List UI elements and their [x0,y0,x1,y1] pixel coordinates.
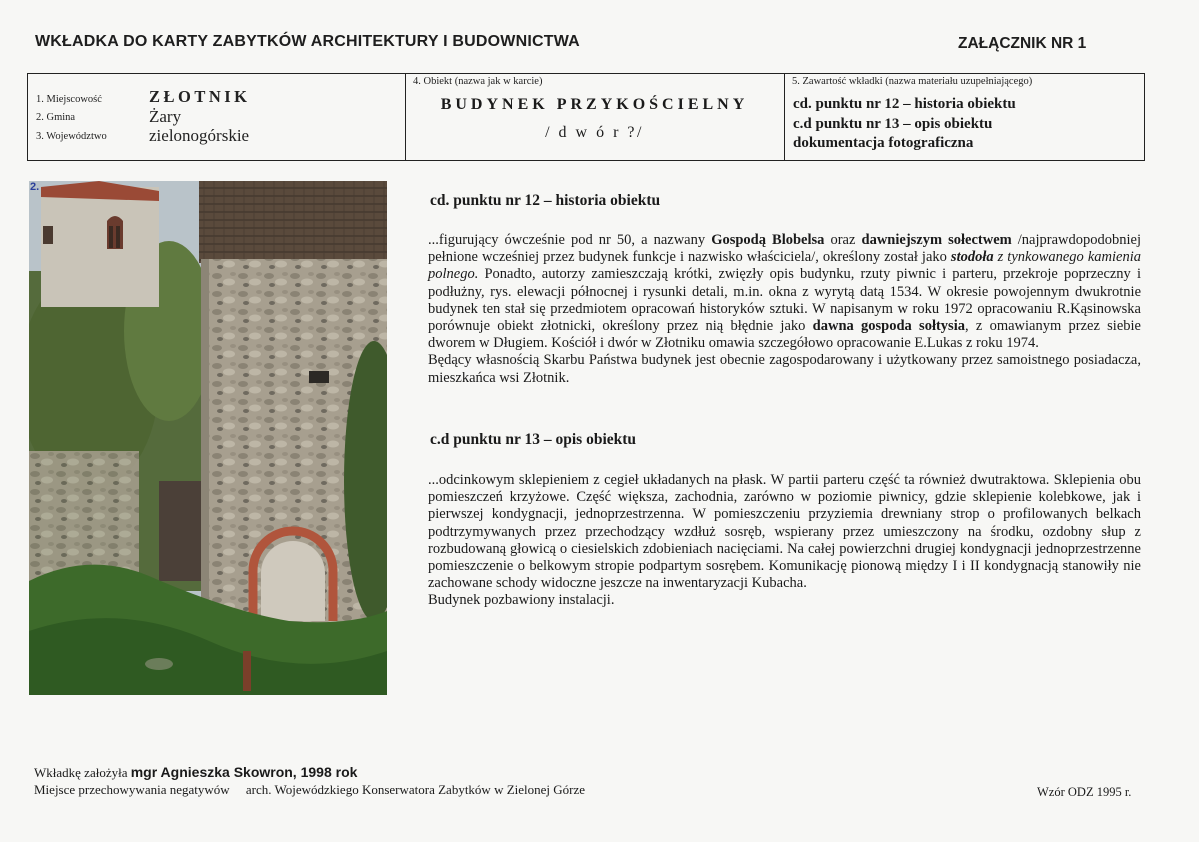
voivodeship-value: zielonogórskie [149,126,250,145]
section-13-title: c.d punktu nr 13 – opis obiektu [430,431,637,448]
paragraph: Będący własnością Skarbu Państwa budynek jest obecnie zagospodarowany i użytkowany przez samoistnego posiadacza, mieszkańca wsi Złotnik. [428,352,1141,386]
text-run-italic: z tynkowanego kamienia polnego. [428,249,1141,283]
object-subtitle: / d w ó r ?/ [545,124,644,141]
text-run: ...figurujący ówcześnie pod nr 50, a nazwany [428,232,712,248]
divider [405,74,406,160]
paragraph: ...odcinkowym sklepieniem z cegieł układanych na płask. W partii parteru część ta również dwutraktowa. Sklepienia obu pomieszczeń krzyżowe. Część większa, zachodnia, zarówno w poziomie piwnicy, gdzie sklepienie kolebkowe, jak i pierwszej kondygnacji, jednoprzestrzenna. W pomieszczeniu przyziemia drewniany strop o profilowanych belkach podtrzymywanych przez przechodzący wzdłuż sosręb, wspierany przez umieszczony na środku, ozdobny słup z rozbudowaną głowicą o ciesielskich zdobieniach nacięciami. Na całej powierzchni drugiej kondygnacji jednoprzestrzenne pomieszczenie o belkowym stropie podpartym sosrębem. Komunikację pionową między I i II kondygnacją stanowiły nie zachowane schody widoczne jeszcze na inwentaryzacji Kubacha. [428,472,1141,592]
author-name: mgr Agnieszka Skowron, 1998 rok [130,764,358,780]
label-voivodeship: 3. Województwo [36,131,107,142]
footer-storage [34,782,585,798]
text-run-bold-italic: stodoła [950,249,994,266]
text-run: Ponadto, autorzy zamieszczają krótki, zwięzły opis budynku, rzuty piwnic i parteru, przekroje poprzeczny i podłużny, rys. elewacji północnej i rysunki detali, m.in. okna z wyrytą datą 1534. W okresie powojennym dwukrotnie budynek ten stał się przedmiotem opracowań historyków sztuki. W napisanym w roku 1972 opracowaniu R.Kąsinowska porównuje obiekt złotnicki, określony przez nią błędnie jako [428,266,1141,335]
text-run: , z omawianym przez siebie dworem w Długiem. Kościół i dwór w Złotniku omawia szczegółowo opracowanie E.Lukas z roku 1974. [428,318,1141,352]
commune-value: Żary [149,107,182,126]
section-12-text [428,232,1141,387]
content-item: dokumentacja fotograficzna [793,135,974,151]
content-item: cd. punktu nr 12 – historia obiektu [793,96,1016,112]
annex-label: ZAŁĄCZNIK NR 1 [958,35,1087,52]
section-12-title: cd. punktu nr 12 – historia obiektu [430,192,661,209]
content-item: c.d punktu nr 13 – opis obiektu [793,116,993,132]
text-run: /najprawdopodobniej pełnione wcześniej przez budynek funkcje i nazwisko właściciela/, określony został jako [428,232,1141,266]
photo-illustration [29,181,387,695]
document-title: WKŁADKA DO KARTY ZABYTKÓW ARCHITEKTURY I BUDOWNICTWA [35,33,580,50]
paragraph [428,232,1141,352]
locality-value: ZŁOTNIK [149,87,251,106]
text-run-bold: Gospodą Blobelsa [711,232,825,248]
author-label: Wkładkę założyła [34,765,128,780]
photo-number: 2. [30,181,40,193]
label-commune: 2. Gmina [36,112,76,123]
footer-author [34,764,357,781]
section-13-text [428,472,1141,610]
form-header-box [27,73,1145,161]
storage-label: Miejsce przechowywania negatywów [34,782,230,797]
storage-value: arch. Wojewódzkiego Konserwatora Zabytków w Zielonej Górze [245,782,586,797]
text-run-bold: dawna gospoda sołtysia [812,318,965,335]
building-photo [29,181,387,695]
paragraph: Budynek pozbawiony instalacji. [428,592,615,609]
template-label: Wzór ODZ 1995 r. [1037,785,1132,799]
divider [784,74,785,160]
text-run: oraz [824,232,862,248]
label-contents: 5. Zawartość wkładki (nazwa materiału uzupełniającego) [792,76,1033,87]
object-name: BUDYNEK PRZYKOŚCIELNY [440,96,749,113]
label-locality: 1. Miejscowość [36,94,102,105]
label-object: 4. Obiekt (nazwa jak w karcie) [413,76,543,87]
text-run-bold: dawniejszym sołectwem [861,232,1012,248]
